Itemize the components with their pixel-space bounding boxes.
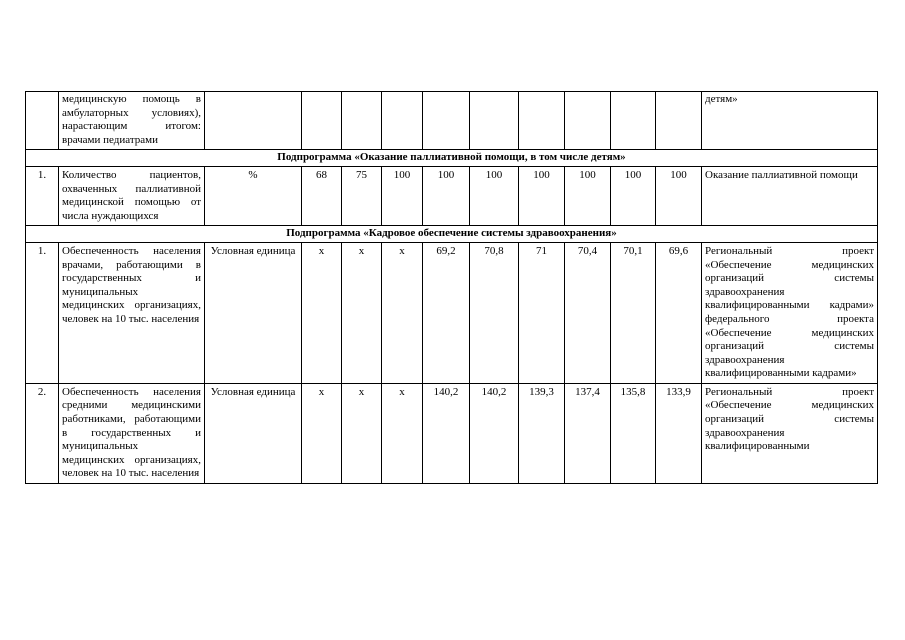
value-cell — [565, 92, 611, 150]
row-number-cell: 2. — [26, 383, 59, 483]
value-cell — [423, 92, 470, 150]
value-cell: х — [342, 242, 382, 383]
indicator-cell: медицинскую помощь в амбулаторных условиях), нарастающим итогом: врачами педиатрами — [59, 92, 205, 150]
value-cell: 75 — [342, 166, 382, 225]
project-cell: Региональный проект «Обеспечение медицинских организаций системы здравоохранения квалифицированными — [702, 383, 878, 483]
value-cell: 100 — [423, 166, 470, 225]
value-cell: 137,4 — [565, 383, 611, 483]
value-cell: 70,4 — [565, 242, 611, 383]
value-cell — [470, 92, 519, 150]
value-cell: х — [382, 383, 423, 483]
value-cell: 69,2 — [423, 242, 470, 383]
value-cell: х — [342, 383, 382, 483]
value-cell: 140,2 — [470, 383, 519, 483]
table-row — [26, 383, 878, 483]
indicator-cell: Обеспеченность населения средними медицинскими работниками, работающими в государственных и муниципальных медицинских организациях, человек на 10 тыс. населения — [59, 383, 205, 483]
value-cell: 100 — [519, 166, 565, 225]
value-cell: 70,1 — [611, 242, 656, 383]
project-cell: детям» — [702, 92, 878, 150]
unit-cell — [205, 92, 302, 150]
value-cell — [519, 92, 565, 150]
value-cell: 100 — [470, 166, 519, 225]
value-cell: 69,6 — [656, 242, 702, 383]
value-cell — [342, 92, 382, 150]
indicators-table — [25, 91, 878, 484]
unit-cell: % — [205, 166, 302, 225]
subprogram-title: Подпрограмма «Оказание паллиативной помощи, в том числе детям» — [26, 150, 878, 167]
value-cell — [302, 92, 342, 150]
value-cell: 71 — [519, 242, 565, 383]
table-row — [26, 166, 878, 225]
unit-cell: Условная единица — [205, 383, 302, 483]
row-number-cell: 1. — [26, 166, 59, 225]
unit-cell: Условная единица — [205, 242, 302, 383]
value-cell: 140,2 — [423, 383, 470, 483]
indicator-cell: Количество пациентов, охваченных паллиативной медицинской помощью от числа нуждающихся — [59, 166, 205, 225]
table-row — [26, 92, 878, 150]
value-cell: 135,8 — [611, 383, 656, 483]
value-cell: 100 — [565, 166, 611, 225]
subprogram-title: Подпрограмма «Кадровое обеспечение системы здравоохранения» — [26, 226, 878, 243]
value-cell — [611, 92, 656, 150]
value-cell: 70,8 — [470, 242, 519, 383]
subprogram-header-row — [26, 150, 878, 167]
value-cell: 100 — [656, 166, 702, 225]
value-cell: 139,3 — [519, 383, 565, 483]
value-cell: 133,9 — [656, 383, 702, 483]
value-cell: 100 — [382, 166, 423, 225]
value-cell: х — [302, 242, 342, 383]
value-cell: 68 — [302, 166, 342, 225]
row-number-cell: 1. — [26, 242, 59, 383]
project-cell: Региональный проект «Обеспечение медицинских организаций системы здравоохранения квалифицированными кадрами» федерального проекта «Обеспечение медицинских организаций системы здравоохранения квалифицированными кадрами» — [702, 242, 878, 383]
value-cell: х — [382, 242, 423, 383]
indicator-cell: Обеспеченность населения врачами, работающими в государственных и муниципальных медицинских организациях, человек на 10 тыс. населения — [59, 242, 205, 383]
value-cell: х — [302, 383, 342, 483]
subprogram-header-row — [26, 226, 878, 243]
row-number-cell — [26, 92, 59, 150]
value-cell: 100 — [611, 166, 656, 225]
table-row — [26, 242, 878, 383]
value-cell — [382, 92, 423, 150]
value-cell — [656, 92, 702, 150]
project-cell: Оказание паллиативной помощи — [702, 166, 878, 225]
